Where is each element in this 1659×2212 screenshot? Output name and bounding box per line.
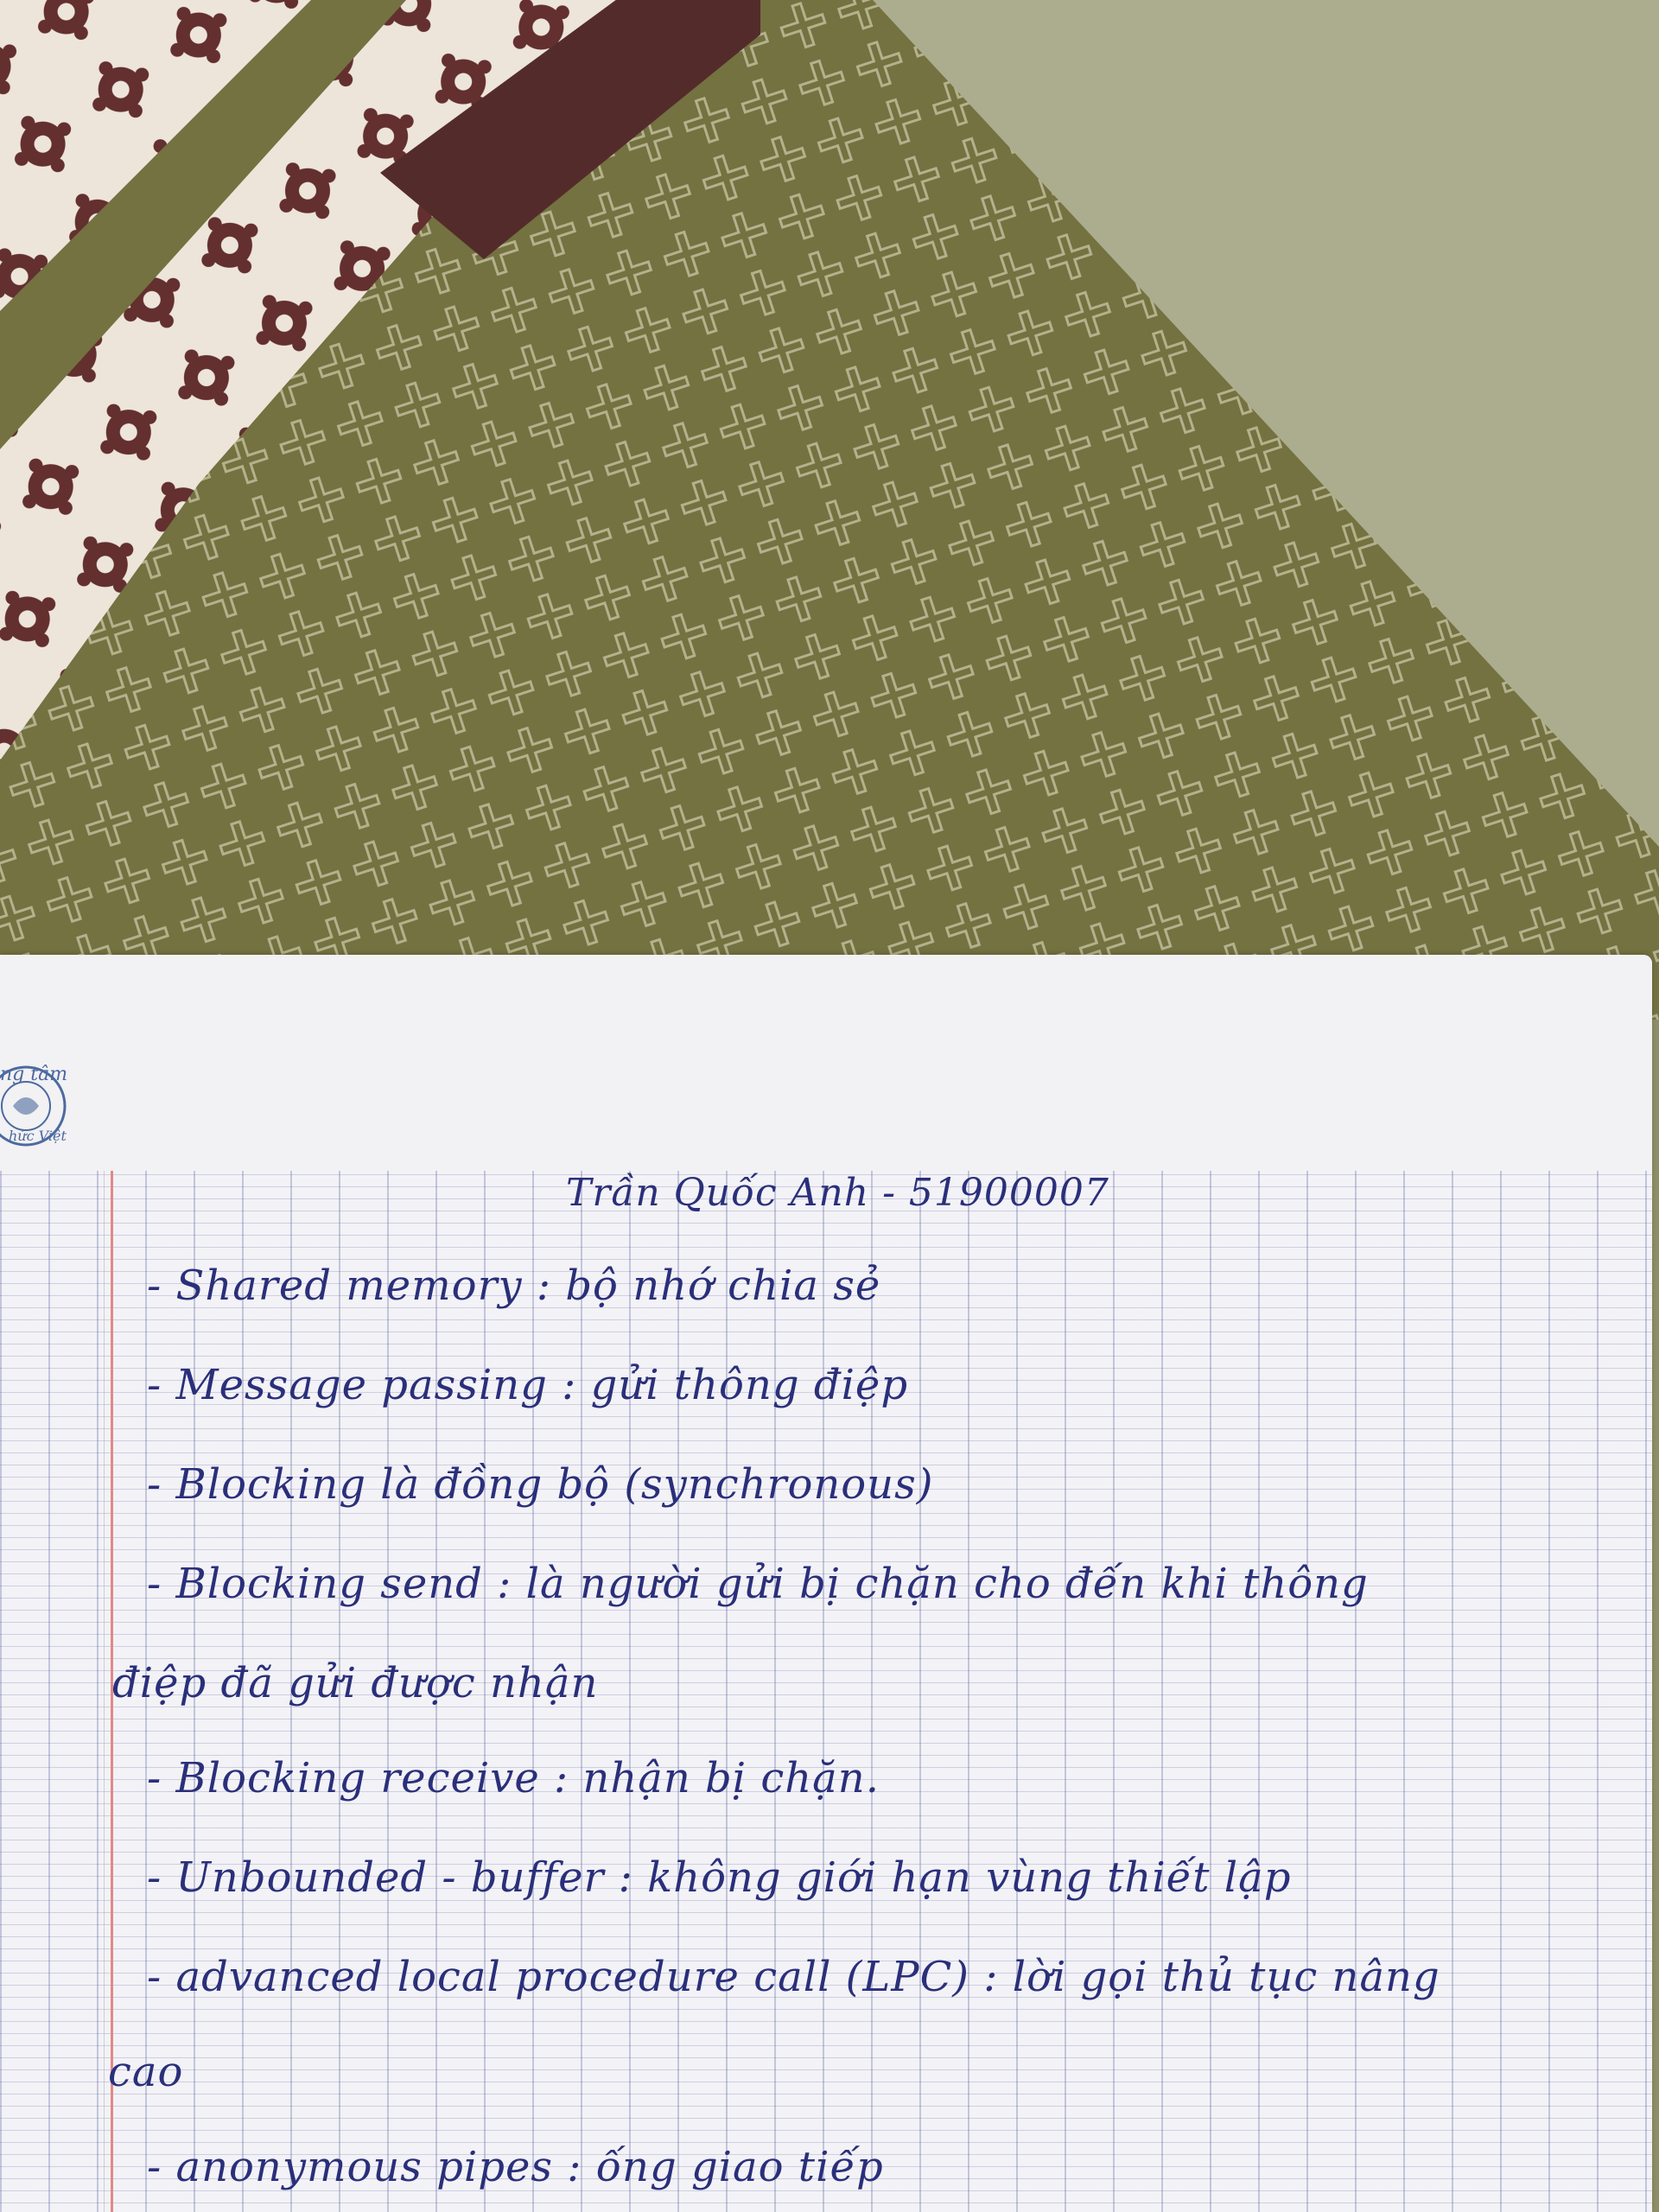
note-line-blocking-receive: - Blocking receive : nhận bị chặn. bbox=[147, 1754, 880, 1802]
notebook-page bbox=[0, 955, 1652, 2212]
logo-text-bottom: hức Việt bbox=[9, 1128, 67, 1144]
note-line-blocking: - Blocking là đồng bộ (synchronous) bbox=[147, 1460, 934, 1509]
note-line-message-passing: - Message passing : gửi thông điệp bbox=[147, 1361, 909, 1409]
student-name-id: Trần Quốc Anh - 51900007 bbox=[566, 1171, 1109, 1215]
note-line-lpc-cont: cao bbox=[108, 2048, 184, 2096]
logo-text-top: ng tâm bbox=[0, 1064, 68, 1085]
note-line-lpc: - advanced local procedure call (LPC) : lời gọi thủ tục nâng bbox=[147, 1953, 1440, 2001]
fabric-background bbox=[0, 0, 1659, 1020]
page-header-area bbox=[0, 955, 1652, 1171]
note-line-blocking-send: - Blocking send : là người gửi bị chặn cho đến khi thông bbox=[147, 1560, 1369, 1608]
note-line-anonymous-pipes: - anonymous pipes : ống giao tiếp bbox=[147, 2143, 884, 2191]
note-line-blocking-send-cont: điệp đã gửi được nhận bbox=[112, 1659, 599, 1707]
note-line-shared-memory: - Shared memory : bộ nhớ chia sẻ bbox=[147, 1262, 881, 1310]
binding-line bbox=[104, 1171, 105, 2212]
note-line-unbounded-buffer: - Unbounded - buffer : không giới hạn vùng thiết lập bbox=[147, 1853, 1292, 1902]
fabric-pattern bbox=[0, 0, 1659, 1020]
